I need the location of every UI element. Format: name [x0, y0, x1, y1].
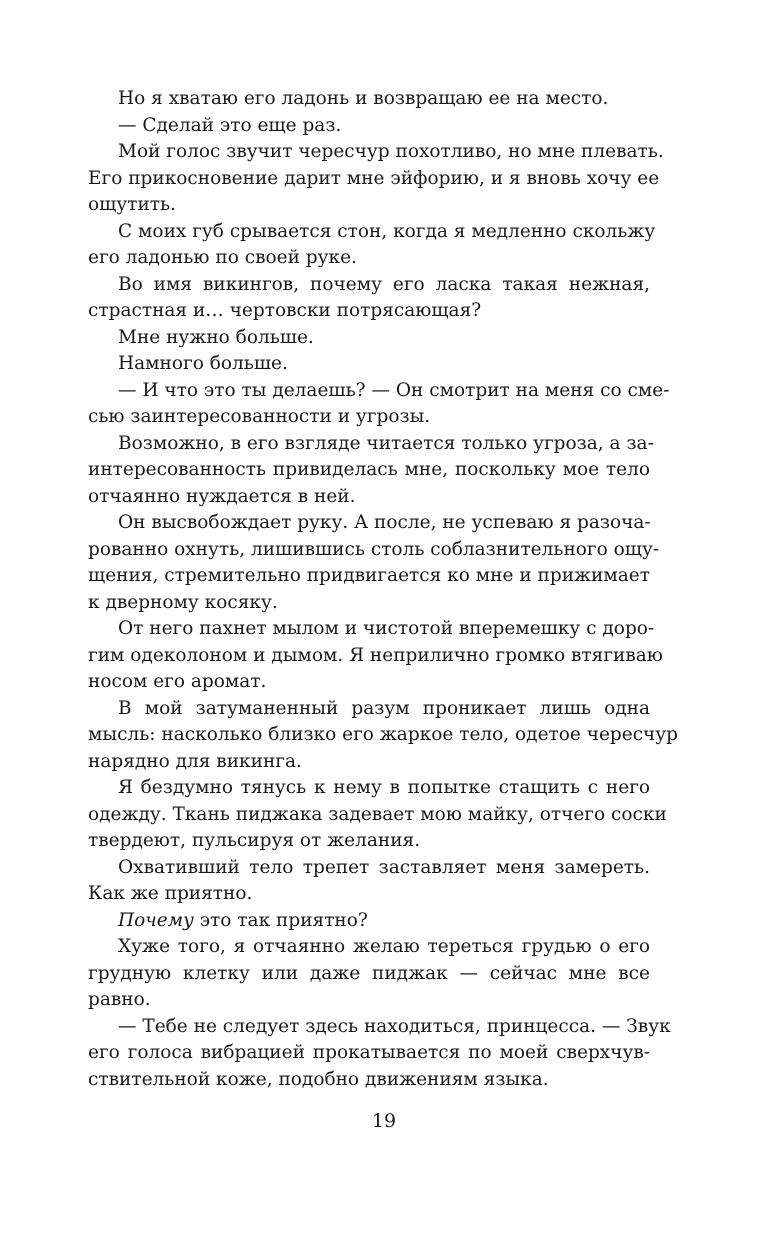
text-line	[118, 908, 650, 935]
text-line: ствительной коже, подобно движениям языка.	[88, 1068, 549, 1090]
text-line: С моих губ срывается стон, когда я медленно скольжу	[118, 220, 656, 242]
text-line: От него пахнет мылом и чистотой вперемешку с доро-	[118, 618, 655, 639]
text-line: страстная и… чертовски потрясающая?	[88, 300, 482, 321]
text-line: Во имя викингов, почему его ласка такая нежная,	[118, 273, 650, 295]
body-text	[88, 86, 679, 1093]
text-line: Он высвобождает руку. А после, не успеваю я разоча-	[118, 512, 651, 533]
text-line-rest: это так приятно?	[193, 909, 368, 931]
text-line: рованно охнуть, лишившись столь соблазнительного ощу-	[88, 538, 660, 560]
text-line: равно.	[88, 989, 151, 1010]
text-line: интересованность привиделась мне, поскольку мое тело	[88, 459, 650, 480]
text-line: гим одеколоном и дымом. Я неприлично громко втягиваю	[88, 644, 663, 666]
text-line: мысль: насколько близко его жаркое тело, одетое чересчур	[88, 724, 679, 745]
text-line: нарядно для викинга.	[88, 750, 302, 772]
text-line: грудную клетку или даже пиджак — сейчас мне все	[88, 962, 650, 984]
text-line: сью заинтересованности и угрозы.	[88, 406, 431, 427]
text-line: его голоса вибрацией прокатывается по моей сверхчув-	[88, 1042, 650, 1063]
text-line: твердеют, пульсируя от желания.	[88, 830, 421, 851]
text-line: Но я хватаю его ладонь и возвращаю ее на место.	[118, 88, 609, 109]
text-line: одежду. Ткань пиджака задевает мою майку, отчего соски	[88, 803, 667, 825]
text-line: — Сделай это еще раз.	[118, 114, 342, 136]
text-line: щения, стремительно придвигается ко мне и прижимает	[88, 565, 650, 586]
text-line: носом его аромат.	[88, 671, 267, 692]
text-line: Мой голос звучит чересчур похотливо, но мне плевать.	[118, 141, 664, 162]
text-line: ощутить.	[88, 194, 176, 215]
text-line: Мне нужно больше.	[118, 326, 314, 348]
text-line: Намного больше.	[118, 353, 288, 374]
text-line: Его прикосновение дарит мне эйфорию, и я вновь хочу ее	[88, 167, 660, 189]
text-line: — Тебе не следует здесь находиться, принцесса. — Звук	[118, 1015, 671, 1037]
text-line: его ладонью по своей руке.	[88, 247, 357, 268]
text-line: Хуже того, я отчаянно желаю тереться грудью о его	[118, 936, 650, 957]
text-line: Как же приятно.	[88, 883, 253, 904]
page-number: 19	[371, 1110, 397, 1132]
text-line: В мой затуманенный разум проникает лишь одна	[118, 697, 650, 719]
text-line: Возможно, в его взгляде читается только угроза, а за-	[118, 432, 654, 454]
text-line: — И что это ты делаешь? — Он смотрит на меня со сме-	[118, 379, 670, 401]
text-line: Я бездумно тянусь к нему в попытке стащить с него	[118, 777, 650, 798]
text-line: Охвативший тело трепет заставляет меня замереть.	[118, 856, 650, 878]
text-line: отчаянно нуждается в ней.	[88, 485, 356, 507]
emphasis-text: Почему	[118, 909, 194, 931]
text-line: к дверному косяку.	[88, 591, 278, 613]
